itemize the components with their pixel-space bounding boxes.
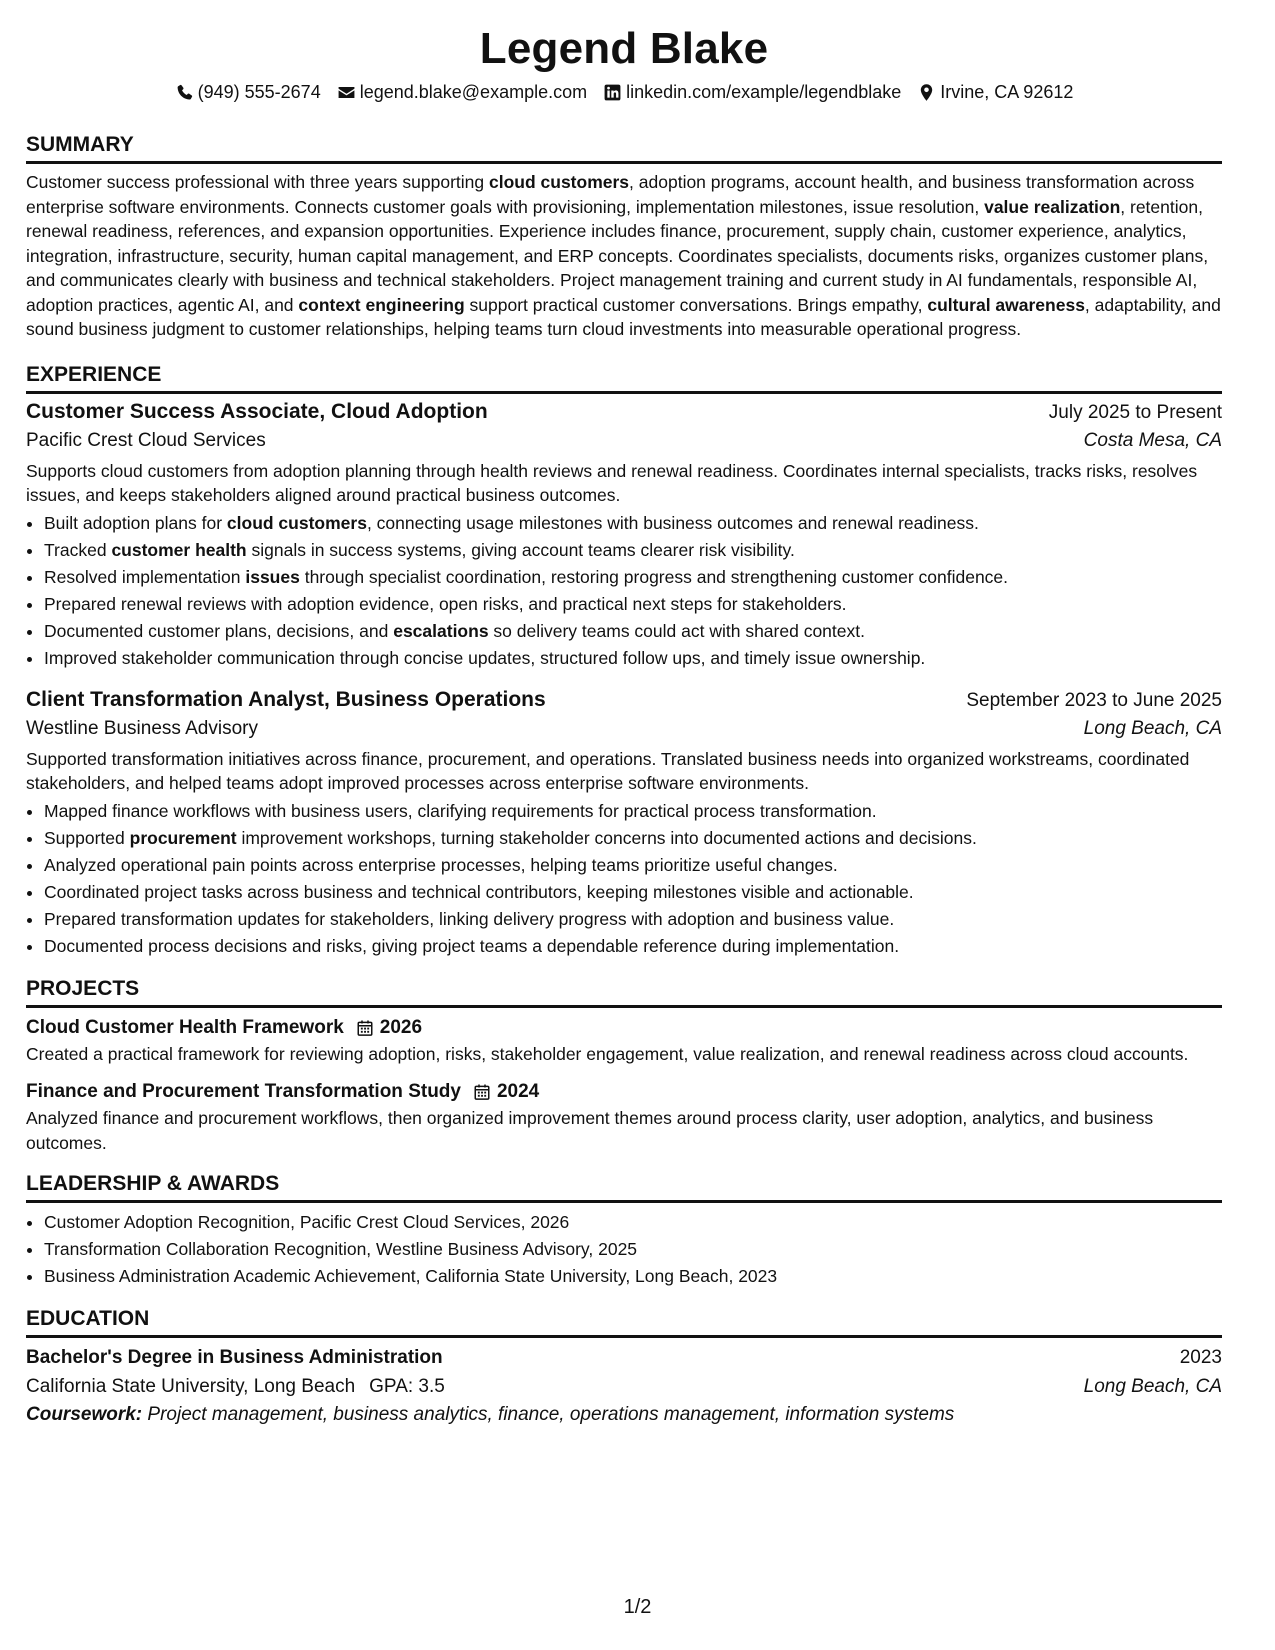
list-item: • Documented process decisions and risks, giving project teams a dependable reference during implementation.: [44, 933, 1222, 960]
list-item: • Prepared transformation updates for stakeholders, linking delivery progress with adoption and business value.: [44, 906, 1222, 933]
contact-bar: [26, 80, 1222, 104]
calendar-icon: [356, 1019, 374, 1037]
job-company: Westline Business Advisory: [26, 717, 258, 739]
summary-text: Customer success professional with three years supporting cloud customers, adoption programs, account health, and business transformation across enterprise software environments. Connects customer goals with provisioning, implementation milestones, issue resolution, value realization, retention, renewal readiness, references, and expansion opportunities. Experience includes finance, procurement, supply chain, customer experience, analytics, integration, infrastructure, security, human capital management, and ERP concepts. Coordinates specialists, documents risks, organizes customer plans, and communicates clearly with business and technical stakeholders. Project management training and current study in AI fundamentals, responsible AI, adoption practices, agentic AI, and context engineering support practical customer conversations. Brings empathy, cultural awareness, adaptability, and sound business judgment to customer relationships, helping teams turn cloud investments into measurable operational progress.: [26, 172, 1221, 339]
project-date: [356, 1014, 422, 1042]
school-location: Long Beach, CA: [1083, 1376, 1222, 1397]
list-item: • Business Administration Academic Achievement, California State University, Long Beach, 2023: [44, 1263, 1222, 1290]
list-item: • Analyzed operational pain points across enterprise processes, helping teams prioritize useful changes.: [44, 852, 1222, 879]
summary-section: [26, 132, 1222, 342]
job-company: Pacific Crest Cloud Services: [26, 429, 266, 451]
experience-section: [26, 362, 1222, 960]
section-title-summary: SUMMARY: [26, 132, 1222, 164]
calendar-icon: [473, 1083, 491, 1101]
coursework-label: Coursework:: [26, 1404, 143, 1425]
degree-title: Bachelor's Degree in Business Administration: [26, 1347, 443, 1368]
education-section: [26, 1306, 1222, 1429]
list-item: • Mapped finance workflows with business users, clarifying requirements for practical process transformation.: [44, 798, 1222, 825]
job-summary: Supports cloud customers from adoption planning through health reviews and renewal readiness. Coordinates internal specialists, tracks risks, resolves issues, and keeps stakeholders aligned around practical business outcomes.: [26, 460, 1198, 505]
contact-email[interactable]: [337, 80, 587, 104]
project-year: 2026: [379, 1016, 423, 1038]
list-item: • Coordinated project tasks across business and technical contributors, keeping milestones visible and actionable.: [44, 879, 1222, 906]
awards-section: [26, 1171, 1222, 1290]
project-entry: [26, 1014, 1222, 1067]
projects-section: [26, 976, 1222, 1156]
job-dates: September 2023 to June 2025: [966, 689, 1222, 711]
awards-list: [26, 1209, 1222, 1290]
job-location: Long Beach, CA: [1083, 717, 1222, 739]
job-title: Client Transformation Analyst, Business Operations: [26, 687, 546, 711]
job-bullets: [26, 798, 1222, 960]
school-name: California State University, Long Beach: [26, 1376, 356, 1397]
list-item: • Supported procurement improvement workshops, turning stakeholder concerns into documented actions and decisions.: [44, 825, 1222, 852]
job-dates: July 2025 to Present: [1048, 401, 1222, 423]
school-line: [26, 1372, 445, 1401]
location-text: Irvine, CA 92612: [940, 82, 1074, 102]
project-name: Cloud Customer Health Framework: [26, 1016, 344, 1038]
job-entry: [26, 686, 1222, 960]
section-title-awards: LEADERSHIP & AWARDS: [26, 1171, 1222, 1203]
list-item: • Tracked customer health signals in success systems, giving account teams clearer risk visibility.: [44, 537, 1222, 564]
page-number: 1/2: [623, 1596, 652, 1618]
phone-text: (949) 555-2674: [197, 82, 321, 102]
list-item: • Built adoption plans for cloud customers, connecting usage milestones with business outcomes and renewal readiness.: [44, 510, 1222, 537]
phone-icon: [175, 83, 194, 102]
email-text: legend.blake@example.com: [359, 82, 588, 102]
graduation-year: 2023: [1179, 1347, 1222, 1368]
coursework-line: [26, 1401, 1222, 1429]
gpa: GPA: 3.5: [369, 1376, 445, 1397]
location-pin-icon: [917, 83, 936, 102]
job-bullets: [26, 510, 1222, 672]
job-title: Customer Success Associate, Cloud Adoption: [26, 399, 488, 423]
project-date: [473, 1078, 539, 1106]
contact-phone: [175, 80, 321, 104]
section-title-experience: EXPERIENCE: [26, 362, 1222, 394]
project-description: Analyzed finance and procurement workflows, then organized improvement themes around process clarity, user adoption, analytics, and business outcomes.: [26, 1108, 1154, 1153]
list-item: • Prepared renewal reviews with adoption evidence, open risks, and practical next steps for stakeholders.: [44, 591, 1222, 618]
list-item: • Improved stakeholder communication through concise updates, structured follow ups, and timely issue ownership.: [44, 645, 1222, 672]
list-item: • Transformation Collaboration Recognition, Westline Business Advisory, 2025: [44, 1236, 1222, 1263]
job-summary: Supported transformation initiatives across finance, procurement, and operations. Translated business needs into organized workstreams, coordinated stakeholders, and helped teams adopt improved processes across enterprise software environments.: [26, 748, 1190, 793]
contact-linkedin[interactable]: [603, 80, 901, 104]
project-entry: [26, 1078, 1222, 1155]
email-icon: [337, 83, 356, 102]
linkedin-text: linkedin.com/example/legendblake: [626, 82, 902, 102]
section-title-education: EDUCATION: [26, 1306, 1222, 1338]
project-description: Created a practical framework for reviewing adoption, risks, stakeholder engagement, value realization, and renewal readiness across cloud accounts.: [26, 1043, 1189, 1064]
list-item: • Customer Adoption Recognition, Pacific Crest Cloud Services, 2026: [44, 1209, 1222, 1236]
list-item: • Documented customer plans, decisions, and escalations so delivery teams could act with shared context.: [44, 618, 1222, 645]
contact-location: [917, 80, 1073, 104]
list-item: • Resolved implementation issues through specialist coordination, restoring progress and strengthening customer confidence.: [44, 564, 1222, 591]
project-name: Finance and Procurement Transformation Study: [26, 1081, 461, 1102]
linkedin-icon: [603, 83, 622, 102]
section-title-projects: PROJECTS: [26, 976, 1222, 1008]
job-entry: [26, 398, 1222, 672]
candidate-name: Legend Blake: [479, 24, 769, 73]
project-year: 2024: [496, 1081, 540, 1102]
coursework-text: Project management, business analytics, finance, operations management, information systems: [147, 1404, 955, 1425]
job-location: Costa Mesa, CA: [1083, 429, 1222, 451]
